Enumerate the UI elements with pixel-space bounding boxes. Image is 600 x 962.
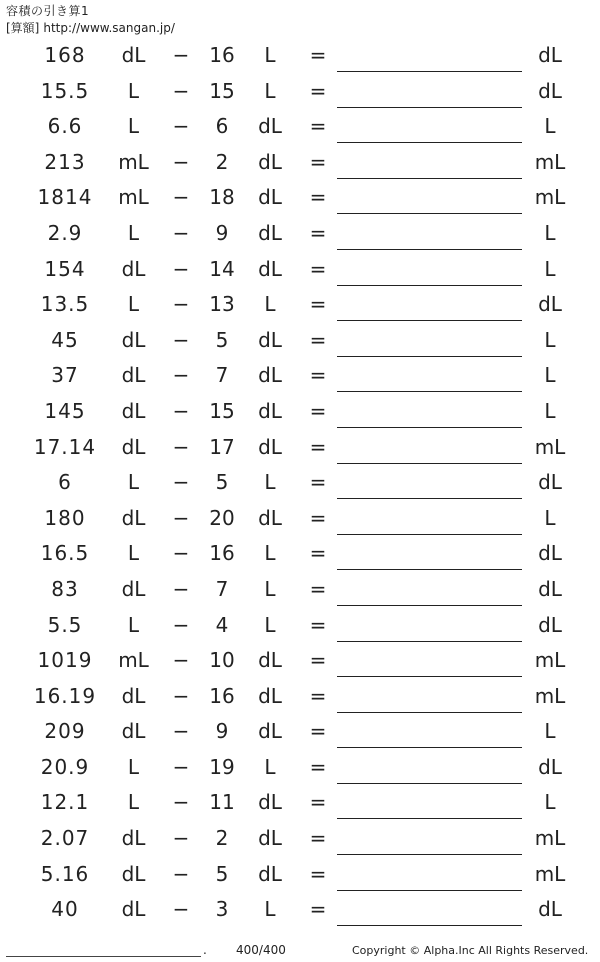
minuend-value: 13.5 bbox=[40, 292, 90, 317]
name-line bbox=[6, 956, 201, 957]
subtrahend-unit: dL bbox=[258, 149, 282, 174]
minuend-value: 20.9 bbox=[40, 754, 90, 779]
equals-sign: = bbox=[309, 648, 327, 673]
minuend-value: 6.6 bbox=[47, 114, 83, 139]
problem-row bbox=[0, 180, 600, 216]
subtrahend-unit: dL bbox=[258, 363, 282, 388]
equals-sign: = bbox=[309, 541, 327, 566]
worksheet-footer bbox=[0, 938, 600, 962]
subtrahend-unit: dL bbox=[258, 256, 282, 281]
minuend-value: 1814 bbox=[37, 185, 93, 210]
equals-sign: = bbox=[309, 434, 327, 459]
minuend-unit: dL bbox=[121, 363, 146, 388]
subtrahend-value: 7 bbox=[215, 363, 229, 388]
minuend-value: 5.5 bbox=[47, 612, 83, 637]
problem-row bbox=[0, 608, 600, 644]
problem-row bbox=[0, 714, 600, 750]
subtrahend-value: 2 bbox=[215, 826, 229, 851]
answer-blank[interactable] bbox=[337, 356, 522, 357]
answer-unit: mL bbox=[534, 149, 566, 174]
answer-blank[interactable] bbox=[337, 178, 522, 179]
minus-sign: − bbox=[172, 434, 190, 459]
minuend-unit: dL bbox=[121, 576, 146, 601]
answer-blank[interactable] bbox=[337, 427, 522, 428]
problem-row bbox=[0, 145, 600, 181]
subtrahend-unit: dL bbox=[258, 220, 282, 245]
equals-sign: = bbox=[309, 185, 327, 210]
subtrahend-value: 6 bbox=[215, 114, 229, 139]
equals-sign: = bbox=[309, 114, 327, 139]
minuend-value: 12.1 bbox=[40, 790, 90, 815]
answer-unit: mL bbox=[534, 185, 566, 210]
minus-sign: − bbox=[172, 363, 190, 388]
minuend-unit: L bbox=[127, 78, 140, 103]
minus-sign: − bbox=[172, 505, 190, 530]
subtrahend-unit: L bbox=[264, 292, 276, 317]
equals-sign: = bbox=[309, 754, 327, 779]
answer-unit: L bbox=[544, 114, 556, 139]
minuend-value: 37 bbox=[51, 363, 79, 388]
minuend-unit: dL bbox=[121, 683, 146, 708]
answer-unit: mL bbox=[534, 683, 566, 708]
source-url-link[interactable]: http://www.sangan.jp/ bbox=[43, 21, 175, 35]
answer-blank[interactable] bbox=[337, 783, 522, 784]
answer-unit: mL bbox=[534, 434, 566, 459]
answer-blank[interactable] bbox=[337, 71, 522, 72]
subtrahend-value: 20 bbox=[209, 505, 235, 530]
answer-unit: dL bbox=[538, 470, 562, 495]
equals-sign: = bbox=[309, 861, 327, 886]
subtrahend-value: 2 bbox=[215, 149, 229, 174]
minuend-value: 145 bbox=[44, 398, 86, 423]
subtrahend-unit: dL bbox=[258, 114, 282, 139]
answer-blank[interactable] bbox=[337, 854, 522, 855]
subtrahend-unit: L bbox=[264, 754, 276, 779]
subtrahend-value: 4 bbox=[215, 612, 229, 637]
problem-row bbox=[0, 394, 600, 430]
subtrahend-value: 7 bbox=[215, 576, 229, 601]
equals-sign: = bbox=[309, 612, 327, 637]
problem-row bbox=[0, 358, 600, 394]
minuend-value: 213 bbox=[44, 149, 86, 174]
minuend-value: 45 bbox=[51, 327, 79, 352]
minuend-value: 40 bbox=[51, 897, 79, 922]
subtrahend-unit: dL bbox=[258, 434, 282, 459]
minus-sign: − bbox=[172, 576, 190, 601]
problem-row bbox=[0, 821, 600, 857]
answer-unit: L bbox=[544, 505, 556, 530]
minus-sign: − bbox=[172, 719, 190, 744]
minus-sign: − bbox=[172, 861, 190, 886]
subtrahend-unit: dL bbox=[258, 861, 282, 886]
equals-sign: = bbox=[309, 398, 327, 423]
subtrahend-value: 9 bbox=[215, 719, 229, 744]
minuend-unit: L bbox=[127, 114, 140, 139]
answer-blank[interactable] bbox=[337, 498, 522, 499]
subtrahend-unit: L bbox=[264, 612, 276, 637]
problem-row bbox=[0, 501, 600, 537]
subtrahend-value: 19 bbox=[209, 754, 235, 779]
answer-blank[interactable] bbox=[337, 676, 522, 677]
subtrahend-unit: L bbox=[264, 541, 276, 566]
problem-row bbox=[0, 323, 600, 359]
minus-sign: − bbox=[172, 470, 190, 495]
subtrahend-value: 9 bbox=[215, 220, 229, 245]
answer-blank[interactable] bbox=[337, 605, 522, 606]
answer-unit: dL bbox=[538, 292, 562, 317]
subtrahend-value: 18 bbox=[209, 185, 235, 210]
problem-row bbox=[0, 38, 600, 74]
answer-blank[interactable] bbox=[337, 285, 522, 286]
answer-unit: mL bbox=[534, 861, 566, 886]
answer-blank[interactable] bbox=[337, 890, 522, 891]
answer-unit: mL bbox=[534, 648, 566, 673]
equals-sign: = bbox=[309, 363, 327, 388]
answer-unit: mL bbox=[534, 826, 566, 851]
answer-unit: dL bbox=[538, 43, 562, 67]
minuend-value: 16.5 bbox=[40, 541, 90, 566]
equals-sign: = bbox=[309, 220, 327, 245]
equals-sign: = bbox=[309, 683, 327, 708]
minus-sign: − bbox=[172, 327, 190, 352]
problem-row bbox=[0, 536, 600, 572]
subtrahend-value: 13 bbox=[209, 292, 235, 317]
equals-sign: = bbox=[309, 327, 327, 352]
problem-row bbox=[0, 430, 600, 466]
minuend-value: 168 bbox=[44, 43, 86, 67]
answer-blank[interactable] bbox=[337, 249, 522, 250]
subtrahend-value: 11 bbox=[209, 790, 235, 815]
minuend-value: 154 bbox=[44, 256, 86, 281]
problem-row bbox=[0, 465, 600, 501]
minus-sign: − bbox=[172, 114, 190, 139]
subtrahend-unit: dL bbox=[258, 719, 282, 744]
problem-row bbox=[0, 750, 600, 786]
minuend-unit: mL bbox=[118, 149, 149, 174]
minuend-unit: L bbox=[127, 220, 140, 245]
subtrahend-value: 5 bbox=[215, 861, 229, 886]
minuend-unit: dL bbox=[121, 719, 146, 744]
problem-row bbox=[0, 252, 600, 288]
problem-list bbox=[0, 38, 600, 928]
answer-blank[interactable] bbox=[337, 747, 522, 748]
subtrahend-unit: dL bbox=[258, 683, 282, 708]
minuend-value: 180 bbox=[44, 505, 86, 530]
minus-sign: − bbox=[172, 790, 190, 815]
equals-sign: = bbox=[309, 149, 327, 174]
minuend-value: 2.07 bbox=[40, 826, 90, 851]
answer-blank[interactable] bbox=[337, 142, 522, 143]
subtrahend-value: 16 bbox=[209, 683, 235, 708]
equals-sign: = bbox=[309, 826, 327, 851]
answer-blank[interactable] bbox=[337, 712, 522, 713]
answer-blank[interactable] bbox=[337, 569, 522, 570]
minuend-unit: dL bbox=[121, 327, 146, 352]
subtrahend-value: 3 bbox=[215, 897, 229, 922]
minuend-unit: mL bbox=[118, 185, 149, 210]
problem-row bbox=[0, 892, 600, 928]
minus-sign: − bbox=[172, 897, 190, 922]
minus-sign: − bbox=[172, 612, 190, 637]
minuend-value: 15.5 bbox=[40, 78, 90, 103]
minuend-unit: dL bbox=[121, 256, 146, 281]
subtrahend-unit: L bbox=[264, 43, 276, 67]
minuend-unit: dL bbox=[121, 505, 146, 530]
answer-blank[interactable] bbox=[337, 641, 522, 642]
subtrahend-unit: dL bbox=[258, 327, 282, 352]
equals-sign: = bbox=[309, 292, 327, 317]
minus-sign: − bbox=[172, 185, 190, 210]
answer-unit: L bbox=[544, 790, 556, 815]
source-tag: [算額] bbox=[6, 21, 40, 35]
minus-sign: − bbox=[172, 256, 190, 281]
minuend-unit: L bbox=[127, 541, 140, 566]
problem-row bbox=[0, 216, 600, 252]
subtrahend-value: 15 bbox=[209, 78, 235, 103]
score-label: 400/400 bbox=[236, 943, 286, 957]
answer-unit: L bbox=[544, 220, 556, 245]
minus-sign: − bbox=[172, 149, 190, 174]
minus-sign: − bbox=[172, 398, 190, 423]
minus-sign: − bbox=[172, 78, 190, 103]
minuend-unit: L bbox=[127, 470, 140, 495]
minuend-unit: dL bbox=[121, 43, 146, 67]
answer-blank[interactable] bbox=[337, 391, 522, 392]
answer-blank[interactable] bbox=[337, 320, 522, 321]
subtrahend-unit: dL bbox=[258, 826, 282, 851]
worksheet-source bbox=[6, 19, 175, 36]
subtrahend-value: 16 bbox=[209, 43, 235, 67]
minus-sign: − bbox=[172, 826, 190, 851]
subtrahend-value: 5 bbox=[215, 470, 229, 495]
subtrahend-unit: L bbox=[264, 78, 276, 103]
subtrahend-unit: dL bbox=[258, 790, 282, 815]
minuend-value: 209 bbox=[44, 719, 86, 744]
equals-sign: = bbox=[309, 43, 327, 67]
answer-blank[interactable] bbox=[337, 818, 522, 819]
answer-unit: L bbox=[544, 327, 556, 352]
minuend-value: 16.19 bbox=[33, 683, 97, 708]
minus-sign: − bbox=[172, 220, 190, 245]
problem-row bbox=[0, 572, 600, 608]
answer-unit: dL bbox=[538, 612, 562, 637]
answer-unit: dL bbox=[538, 78, 562, 103]
minuend-value: 6 bbox=[58, 470, 72, 495]
answer-blank[interactable] bbox=[337, 534, 522, 535]
answer-blank[interactable] bbox=[337, 107, 522, 108]
answer-unit: dL bbox=[538, 541, 562, 566]
answer-unit: dL bbox=[538, 754, 562, 779]
subtrahend-unit: dL bbox=[258, 398, 282, 423]
equals-sign: = bbox=[309, 505, 327, 530]
answer-blank[interactable] bbox=[337, 463, 522, 464]
footer-dot: . bbox=[203, 943, 207, 957]
worksheet-title: 容積の引き算1 bbox=[6, 4, 90, 18]
problem-row bbox=[0, 857, 600, 893]
answer-blank[interactable] bbox=[337, 925, 522, 926]
minuend-unit: mL bbox=[118, 648, 149, 673]
subtrahend-value: 15 bbox=[209, 398, 235, 423]
minus-sign: − bbox=[172, 683, 190, 708]
minus-sign: − bbox=[172, 541, 190, 566]
minus-sign: − bbox=[172, 754, 190, 779]
problem-row bbox=[0, 287, 600, 323]
minuend-unit: L bbox=[127, 754, 140, 779]
subtrahend-value: 17 bbox=[209, 434, 235, 459]
minuend-value: 5.16 bbox=[40, 861, 90, 886]
equals-sign: = bbox=[309, 719, 327, 744]
minuend-unit: L bbox=[127, 292, 140, 317]
minuend-value: 2.9 bbox=[47, 220, 83, 245]
minuend-value: 17.14 bbox=[33, 434, 97, 459]
problem-row bbox=[0, 74, 600, 110]
problem-row bbox=[0, 679, 600, 715]
answer-unit: L bbox=[544, 719, 556, 744]
minuend-unit: dL bbox=[121, 861, 146, 886]
subtrahend-unit: L bbox=[264, 576, 276, 601]
equals-sign: = bbox=[309, 790, 327, 815]
minus-sign: − bbox=[172, 648, 190, 673]
answer-blank[interactable] bbox=[337, 213, 522, 214]
equals-sign: = bbox=[309, 470, 327, 495]
subtrahend-value: 16 bbox=[209, 541, 235, 566]
minus-sign: − bbox=[172, 292, 190, 317]
subtrahend-unit: dL bbox=[258, 505, 282, 530]
equals-sign: = bbox=[309, 78, 327, 103]
problem-row bbox=[0, 643, 600, 679]
answer-unit: dL bbox=[538, 576, 562, 601]
problem-row bbox=[0, 109, 600, 145]
subtrahend-value: 10 bbox=[209, 648, 235, 673]
answer-unit: L bbox=[544, 363, 556, 388]
subtrahend-unit: L bbox=[264, 897, 276, 922]
problem-row bbox=[0, 785, 600, 821]
copyright-text: Copyright © Alpha.Inc All Rights Reserved. bbox=[352, 944, 589, 957]
minuend-unit: dL bbox=[121, 434, 146, 459]
subtrahend-unit: dL bbox=[258, 648, 282, 673]
minuend-value: 1019 bbox=[37, 648, 93, 673]
equals-sign: = bbox=[309, 576, 327, 601]
minuend-unit: dL bbox=[121, 398, 146, 423]
minuend-unit: dL bbox=[121, 897, 146, 922]
subtrahend-value: 5 bbox=[215, 327, 229, 352]
minuend-value: 83 bbox=[51, 576, 79, 601]
minus-sign: − bbox=[172, 43, 190, 67]
answer-unit: L bbox=[544, 398, 556, 423]
minuend-unit: dL bbox=[121, 826, 146, 851]
subtrahend-value: 14 bbox=[209, 256, 235, 281]
subtrahend-unit: dL bbox=[258, 185, 282, 210]
equals-sign: = bbox=[309, 256, 327, 281]
subtrahend-unit: L bbox=[264, 470, 276, 495]
equals-sign: = bbox=[309, 897, 327, 922]
minuend-unit: L bbox=[127, 612, 140, 637]
answer-unit: L bbox=[544, 256, 556, 281]
minuend-unit: L bbox=[127, 790, 140, 815]
answer-unit: dL bbox=[538, 897, 562, 922]
